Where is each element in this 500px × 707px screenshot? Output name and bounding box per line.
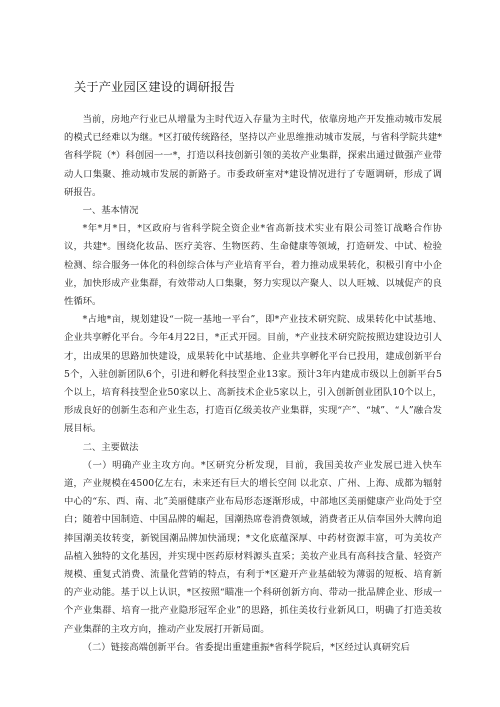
document-body xyxy=(64,111,442,657)
body-paragraph: *年*月*日，*区政府与省科学院全资企业*省高新技术实业有限公司签订战略合作协议，共建*。围绕化妆品、医疗美容、生物医药、生命健康等领域，打造研发、中试、检验检测、综合服务一体化的科创综合体与产业培育平台，着力推动成果转化，积极引育中小企业，加快形成产业集群，有效带动人口集聚，努力实现以产聚人、以人旺城、以城促产的良性循环。 xyxy=(64,223,442,308)
body-paragraph: *占地*亩，规划建设“一院一基地一平台”，即*产业技术研究院、成果转化中试基地、企业共享孵化平台。今年4月22日，*正式开园。目前，*产业技术研究院按照边建设边引人才，出成果的思路加快建设，成果转化中试基地、企业共享孵化平台已投用，建成创新平台5个，入驻创新团队6个，引进和孵化科技型企业13家。预计3年内建成市级以上创新平台5个以上，培育科技型企业50家以上、高新技术企业5家以上，引入创新创业团队10个以上，形成良好的创新生态和产业生态，打造百亿级美妆产业集群，实现“产”、“城”、“人”融合发展目标。 xyxy=(64,314,442,435)
body-paragraph: 当前，房地产行业已从增量为主时代迈入存量为主时代，依靠房地产开发推动城市发展的模式已经难以为继。*区打破传统路径，坚持以产业思维推动城市发展，与省科学院共建*省科学院（*）科创园一一*，打造以科技创新引领的美妆产业集群，探索出通过做强产业带动人口集聚、推动城市发展的新路子。市委政研室对*建设情况进行了专题调研，形成了调研报告。 xyxy=(64,114,442,198)
section-heading: 一、基本情况 xyxy=(82,205,139,217)
body-paragraph: （二）链接高端创新平台。省委提出重建重振*省科学院后，*区经过认真研究后 xyxy=(82,641,410,653)
document-title: 关于产业园区建设的调研报告 xyxy=(74,80,236,94)
section-heading: 二、主要做法 xyxy=(82,441,139,453)
body-paragraph: （一）明确产业主攻方向。*区研究分析发现，目前，我国美妆产业发展已进入快车道，产业规模在4500亿左右，未来还有巨大的增长空间 以北京、广州、上海、成都为辐射中心的“东、西、南、北”美丽健康产业布局形态逐渐形成，中部地区美丽健康产业尚处于空白；随着中国制造、中国品牌的崛起，国潮热席卷消费领域，消费者正从信奉国外大牌向追捧国潮美妆转变，新锐国潮品牌加快涌现；*文化底蕴深厚、中药材资源丰富，可为美妆产品植入独特的文化基因，并实现中医药原材料源头直采；美妆产业具有高科技含量、轻资产规模、重复式消费、流量化营销的特点，有利于*区避开产业基础较为薄弱的短板、培育新的产业动能。基于以上认识，*区按照“瞄准一个科研创新方向、带动一批品牌企业、形成一个产业集群、培育一批产业隐形冠军企业”的思路，抓住美妆行业新风口，明确了打造美妆产业集群的主攻方向，推动产业发展打开新局面。 xyxy=(64,459,442,635)
